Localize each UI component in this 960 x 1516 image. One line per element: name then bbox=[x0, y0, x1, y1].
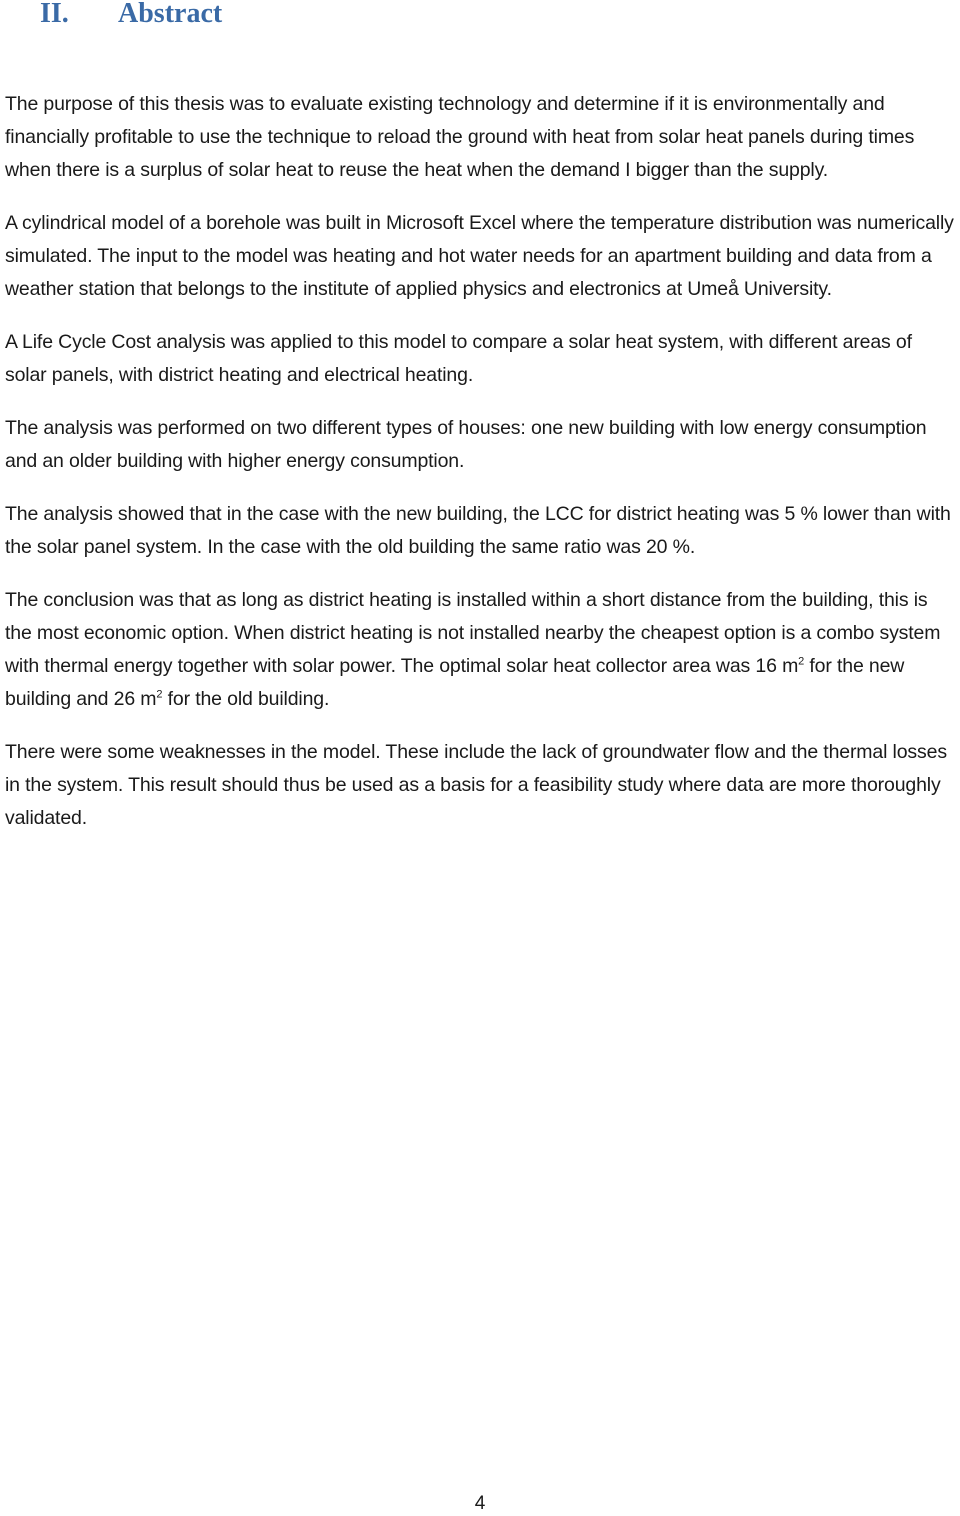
section-heading bbox=[40, 0, 222, 34]
conclusion-text-3: for the old building. bbox=[162, 688, 330, 710]
page-number: 4 bbox=[474, 1493, 486, 1514]
conclusion-text-2: for the new building and 26 m bbox=[5, 655, 905, 710]
conclusion-text-1: The conclusion was that as long as district heating is installed within a short distance from the building, this is the most economic option. When district heating is not installed nearby the cheapest option is a combo system with thermal energy together with solar power. The optimal solar heat collector area was 16 m bbox=[5, 589, 941, 677]
area-unit-superscript: 2 bbox=[798, 655, 805, 668]
abstract-paragraph-conclusion bbox=[5, 584, 957, 716]
area-unit-superscript: 2 bbox=[156, 688, 163, 701]
section-number: II. bbox=[40, 0, 69, 29]
abstract-paragraph-purpose: The purpose of this thesis was to evaluate existing technology and determine if it is environmentally and financially profitable to use the technique to reload the ground with heat from solar heat panels during times when there is a surplus of solar heat to reuse the heat when the demand I bigger than the supply. bbox=[5, 93, 915, 181]
section-title: Abstract bbox=[118, 0, 223, 29]
abstract-paragraph-lcc: A Life Cycle Cost analysis was applied to this model to compare a solar heat system, with different areas of solar panels, with district heating and electrical heating. bbox=[5, 331, 912, 386]
abstract-paragraph-results: The analysis showed that in the case with the new building, the LCC for district heating was 5 % lower than with the solar panel system. In the case with the old building the same ratio was 20 %. bbox=[5, 503, 951, 558]
abstract-body bbox=[5, 88, 957, 855]
abstract-paragraph-houses: The analysis was performed on two different types of houses: one new building with low energy consumption and an older building with higher energy consumption. bbox=[5, 417, 927, 472]
abstract-paragraph-model: A cylindrical model of a borehole was built in Microsoft Excel where the temperature distribution was numerically simulated. The input to the model was heating and hot water needs for an apartment building and data from a weather station that belongs to the institute of applied physics and electronics at Umeå University. bbox=[5, 212, 954, 300]
abstract-paragraph-weaknesses: There were some weaknesses in the model. These include the lack of groundwater flow and the thermal losses in the system. This result should thus be used as a basis for a feasibility study where data are more thoroughly validated. bbox=[5, 741, 947, 829]
